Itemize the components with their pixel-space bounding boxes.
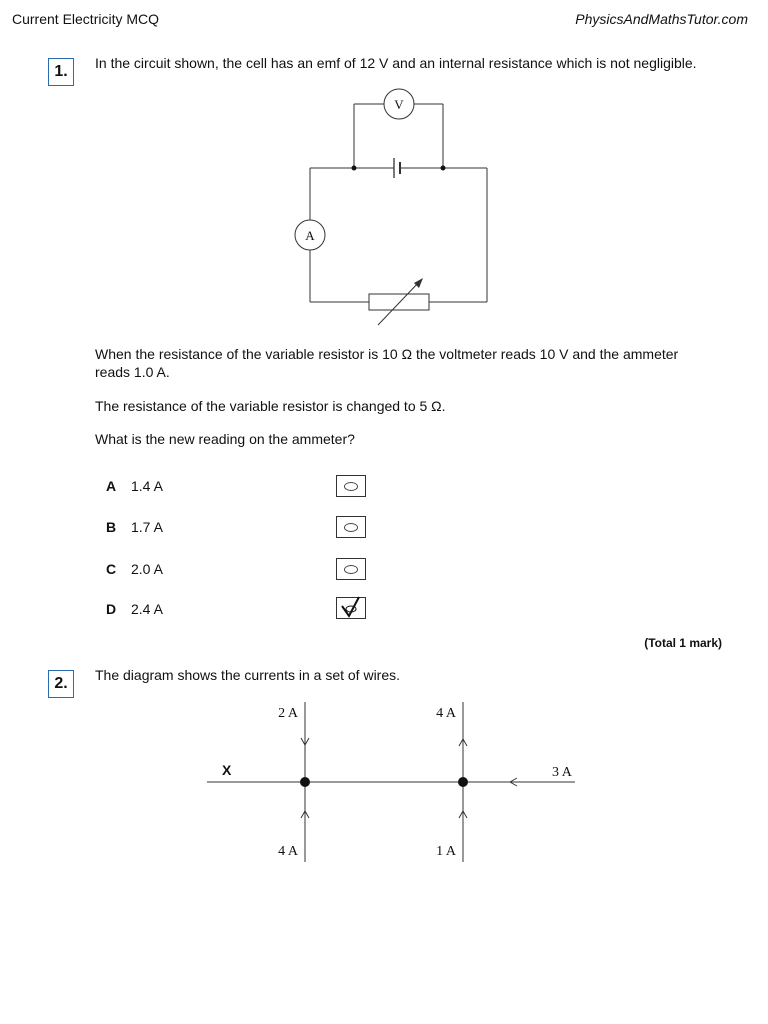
option-c-letter: C <box>106 561 117 577</box>
circuit-diagram <box>280 80 510 330</box>
empty-oval-icon <box>344 565 358 574</box>
option-b-text: 1.7 A <box>131 519 163 535</box>
source-site: PhysicsAndMathsTutor.com <box>575 11 748 27</box>
option-c-text: 2.0 A <box>131 561 163 577</box>
current-top-right-label: 4 A <box>436 706 456 721</box>
question-1-paragraph-2: The resistance of the variable resistor is changed to 5 Ω. <box>95 398 446 414</box>
question-2-number: 2. <box>48 670 74 698</box>
option-d-text: 2.4 A <box>131 601 163 617</box>
option-a-letter: A <box>106 478 117 494</box>
ammeter-label: A <box>305 228 315 243</box>
junction-dot <box>300 777 310 787</box>
question-1-intro: In the circuit shown, the cell has an emf of 12 V and an internal resistance which is not negligible. <box>95 55 697 71</box>
option-a-checkbox[interactable] <box>336 475 366 497</box>
voltmeter-label: V <box>394 97 404 112</box>
option-d-checkbox[interactable] <box>336 597 366 619</box>
option-c-checkbox[interactable] <box>336 558 366 580</box>
current-right-label: 3 A <box>552 765 572 780</box>
current-bottom-right-label: 1 A <box>436 844 456 859</box>
currents-diagram <box>200 695 590 870</box>
option-b-checkbox[interactable] <box>336 516 366 538</box>
question-1-total: (Total 1 mark) <box>644 636 722 650</box>
point-x-label: X <box>222 762 232 778</box>
question-1-number: 1. <box>48 58 74 86</box>
junction-dot <box>458 777 468 787</box>
option-d-letter: D <box>106 601 117 617</box>
question-1-question: What is the new reading on the ammeter? <box>95 431 355 447</box>
question-1-paragraph-1: When the resistance of the variable resistor is 10 Ω the voltmeter reads 10 V and the ammeter reads 1.0 A. <box>95 346 679 380</box>
option-a-text: 1.4 A <box>131 478 163 494</box>
empty-oval-icon <box>344 482 358 491</box>
question-2-intro: The diagram shows the currents in a set of wires. <box>95 667 401 683</box>
empty-oval-icon <box>344 523 358 532</box>
current-top-left-label: 2 A <box>278 706 298 721</box>
option-b-letter: B <box>106 519 117 535</box>
current-bottom-left-label: 4 A <box>278 844 298 859</box>
document-title: Current Electricity MCQ <box>12 11 160 27</box>
checkmark-icon <box>336 597 366 619</box>
